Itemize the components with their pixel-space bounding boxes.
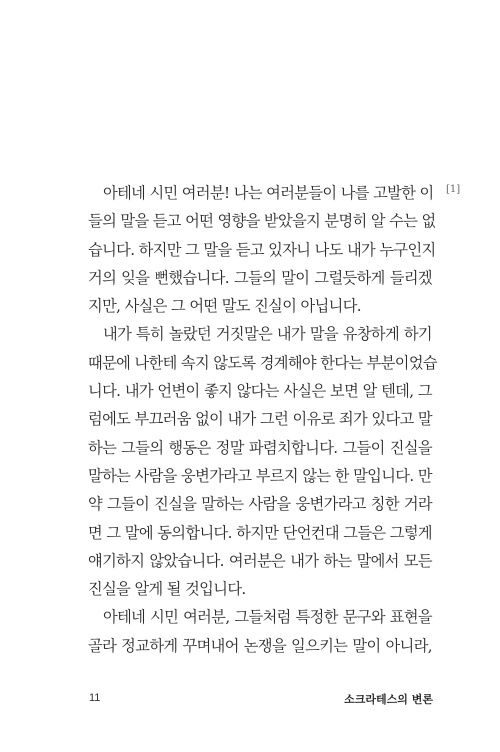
- text-line: 지만, 사실은 그 어떤 말도 진실이 아닙니다.: [88, 297, 362, 316]
- page-number: 11: [89, 692, 101, 704]
- section-marker: [1]: [446, 184, 461, 195]
- paragraph: [88, 603, 432, 660]
- text-line: 얘기하지 않았습니다. 여러분은 내가 하는 말에서 모든: [88, 551, 432, 570]
- text-line: 내가 특히 놀랐던 거짓말은 내가 말을 유창하게 하기: [103, 325, 432, 344]
- text-line: 골라 정교하게 꾸며내어 논쟁을 일으키는 말이 아니라,: [88, 636, 432, 655]
- text-line: 들의 말을 듣고 어떤 영향을 받았을지 분명히 알 수는 없: [88, 212, 436, 231]
- text-line: 진실을 알게 될 것입니다.: [88, 580, 246, 599]
- running-title: 소크라테스의 변론: [344, 693, 433, 706]
- paragraph: [88, 320, 438, 603]
- text-line: 럼에도 부끄러움 없이 내가 그런 이유로 죄가 있다고 말: [88, 410, 432, 429]
- text-line: 습니다. 하지만 그 말을 듣고 있자니 나도 내가 누구인지: [88, 240, 436, 259]
- text-line: 거의 잊을 뻔했습니다. 그들의 말이 그럴듯하게 들리겠: [88, 268, 432, 287]
- text-line: 말하는 사람을 웅변가라고 부르지 않는 한 말입니다. 만: [88, 466, 432, 485]
- text-line: 약 그들이 진실을 말하는 사람을 웅변가라고 칭한 거라: [88, 495, 432, 514]
- text-line: 때문에 나한테 속지 않도록 경계해야 한다는 부분이었습: [88, 353, 438, 372]
- text-line: 면 그 말에 동의합니다. 하지만 단언컨대 그들은 그렇게: [88, 523, 432, 542]
- text-line: 아테네 시민 여러분, 그들처럼 특정한 문구와 표현을: [103, 608, 432, 627]
- text-line: 니다. 내가 언변이 좋지 않다는 사실은 보면 알 텐데, 그: [88, 382, 432, 401]
- text-line: 아테네 시민 여러분! 나는 여러분들이 나를 고발한 이: [103, 184, 434, 202]
- paragraph: [88, 179, 436, 320]
- text-line: 하는 그들의 행동은 정말 파렴치합니다. 그들이 진실을: [88, 438, 432, 457]
- body-text: [88, 179, 438, 660]
